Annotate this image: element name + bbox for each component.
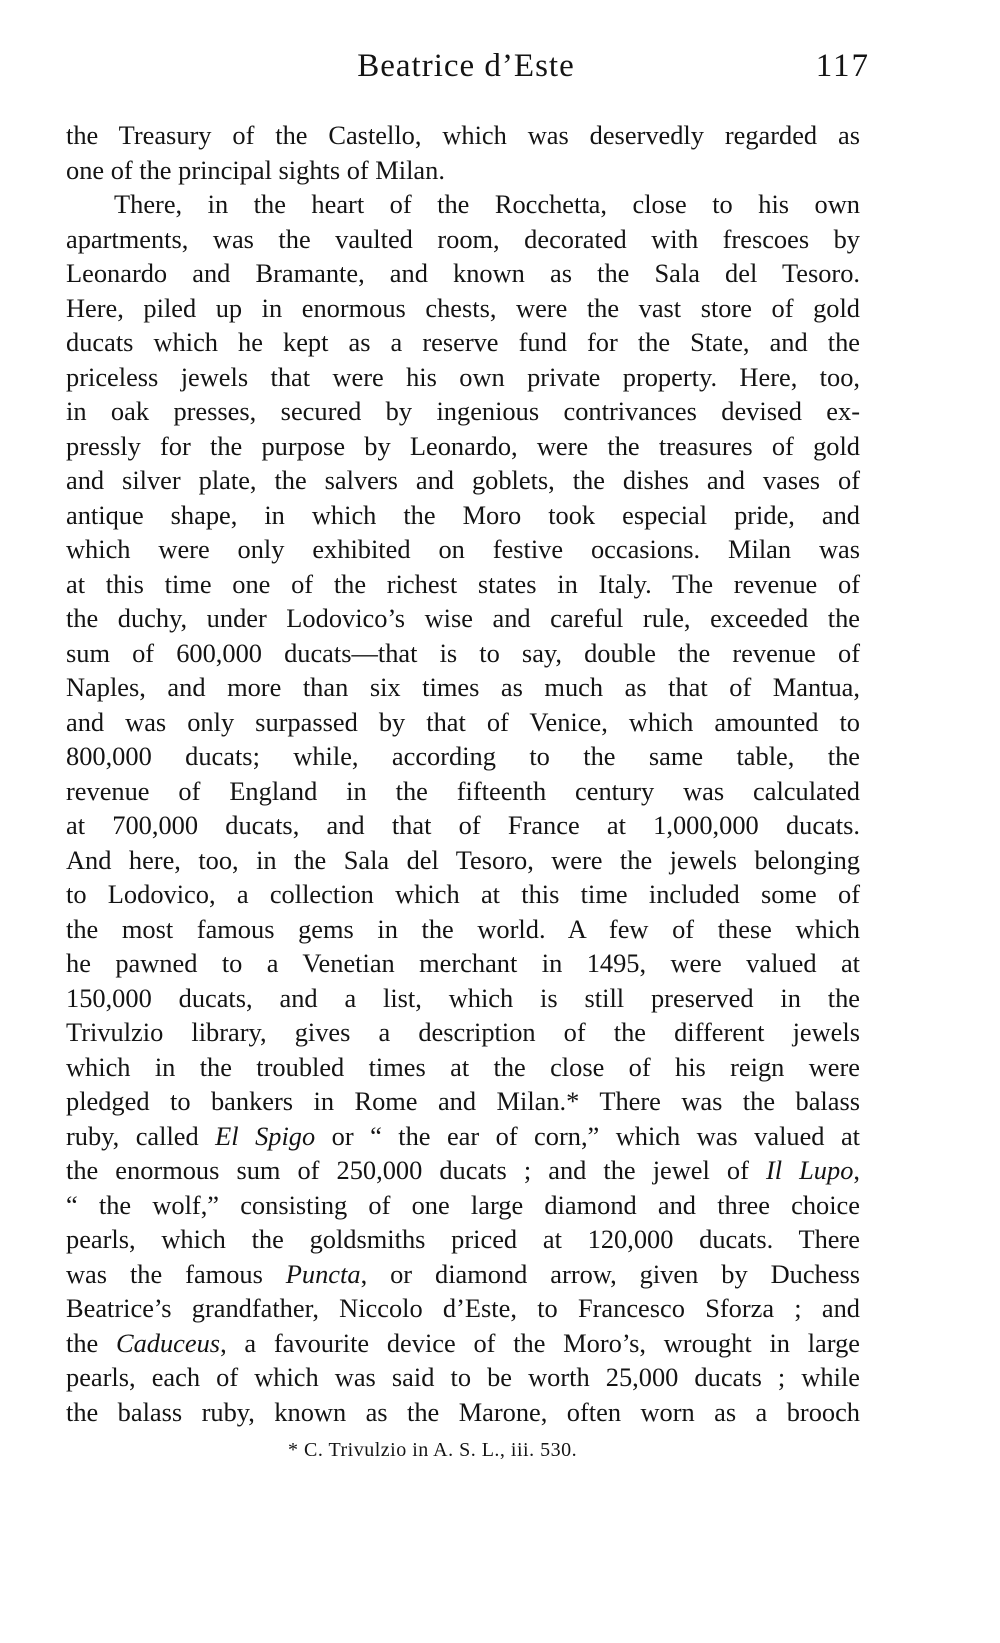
text-run: , a favourite device of the Moro’s, wrought in large: [220, 1327, 860, 1358]
text-line: priceless jewels that were his own private property. Here, too,: [66, 361, 860, 392]
text-run: the: [66, 1327, 116, 1358]
text-line: pressly for the purpose by Leonardo, were the treasures of gold: [66, 430, 860, 461]
text-line: one of the principal sights of Milan.: [66, 154, 445, 185]
text-run: , or diamond arrow, given by Duchess: [360, 1258, 860, 1289]
page-number: 117: [815, 48, 870, 84]
text-line: at 700,000 ducats, and that of France at 1,000,000 ducats.: [66, 810, 860, 840]
footnote: * C. Trivulzio in A. S. L., iii. 530.: [288, 1439, 578, 1461]
text-line: the Treasury of the Castello, which was deservedly regarded as: [66, 120, 860, 150]
body-text: [66, 118, 860, 1429]
text-line: Trivulzio library, gives a description of the different jewels: [66, 1017, 860, 1047]
text-line: and silver plate, the salvers and goblets, the dishes and vases of: [66, 465, 860, 495]
text-line: There, in the heart of the Rocchetta, close to his own: [114, 189, 860, 219]
text-line: which were only exhibited on festive occasions. Milan was: [66, 534, 860, 564]
text-line: Here, piled up in enormous chests, were the vast store of gold: [66, 292, 860, 323]
text-line: [66, 1153, 860, 1188]
text-run: ruby, called: [66, 1120, 216, 1151]
text-line: the balass ruby, known as the Marone, often worn as a brooch: [66, 1396, 860, 1427]
text-line: 800,000 ducats; while, according to the same table, the: [66, 741, 860, 771]
text-line: and was only surpassed by that of Venice, which amounted to: [66, 706, 860, 737]
italic-title: Il Lupo: [765, 1155, 854, 1185]
text-line: he pawned to a Venetian merchant in 1495, were valued at: [66, 948, 860, 978]
text-line: antique shape, in which the Moro took especial pride, and: [66, 499, 860, 530]
text-line: which in the troubled times at the close of his reign were: [66, 1051, 860, 1082]
text-line: pearls, which the goldsmiths priced at 120,000 ducats. There: [66, 1224, 860, 1254]
page-title: Beatrice d’Este: [357, 48, 575, 84]
text-line: pearls, each of which was said to be worth 25,000 ducats ; while: [66, 1362, 860, 1392]
text-line: Beatrice’s grandfather, Niccolo d’Este, to Francesco Sforza ; and: [66, 1293, 860, 1323]
text-line: 150,000 ducats, and a list, which is still preserved in the: [66, 982, 860, 1013]
text-line: apartments, was the vaulted room, decorated with frescoes by: [66, 223, 860, 254]
text-line: Leonardo and Bramante, and known as the Sala del Tesoro.: [66, 258, 860, 288]
text-line: the most famous gems in the world. A few of these which: [66, 913, 860, 944]
italic-title: El Spigo: [215, 1120, 316, 1151]
text-line: to Lodovico, a collection which at this time included some of: [66, 879, 860, 909]
text-line: sum of 600,000 ducats—that is to say, double the revenue of: [66, 637, 860, 668]
text-line: [66, 1257, 860, 1292]
text-line: pledged to bankers in Rome and Milan.* There was the balass: [66, 1086, 860, 1116]
text-line: And here, too, in the Sala del Tesoro, were the jewels belonging: [66, 844, 860, 875]
text-line: [66, 1119, 860, 1154]
text-run: ,: [853, 1155, 861, 1185]
text-line: at this time one of the richest states in Italy. The revenue of: [66, 568, 860, 599]
running-head: [66, 42, 870, 90]
italic-title: Caduceus: [115, 1327, 221, 1358]
text-line: Naples, and more than six times as much as that of Mantua,: [66, 672, 860, 702]
text-line: in oak presses, secured by ingenious contrivances devised ex-: [66, 396, 860, 426]
text-run: was the famous: [66, 1258, 286, 1289]
italic-title: Puncta: [285, 1258, 361, 1289]
text-line: “ the wolf,” consisting of one large diamond and three choice: [66, 1189, 860, 1220]
text-line: ducats which he kept as a reserve fund for the State, and the: [66, 327, 860, 357]
text-line: [66, 1326, 860, 1361]
text-run: or “ the ear of corn,” which was valued at: [315, 1120, 861, 1151]
text-line: the duchy, under Lodovico’s wise and careful rule, exceeded the: [66, 603, 860, 633]
text-line: revenue of England in the fifteenth century was calculated: [66, 775, 860, 806]
text-run: the enormous sum of 250,000 ducats ; and the jewel of: [66, 1155, 766, 1185]
